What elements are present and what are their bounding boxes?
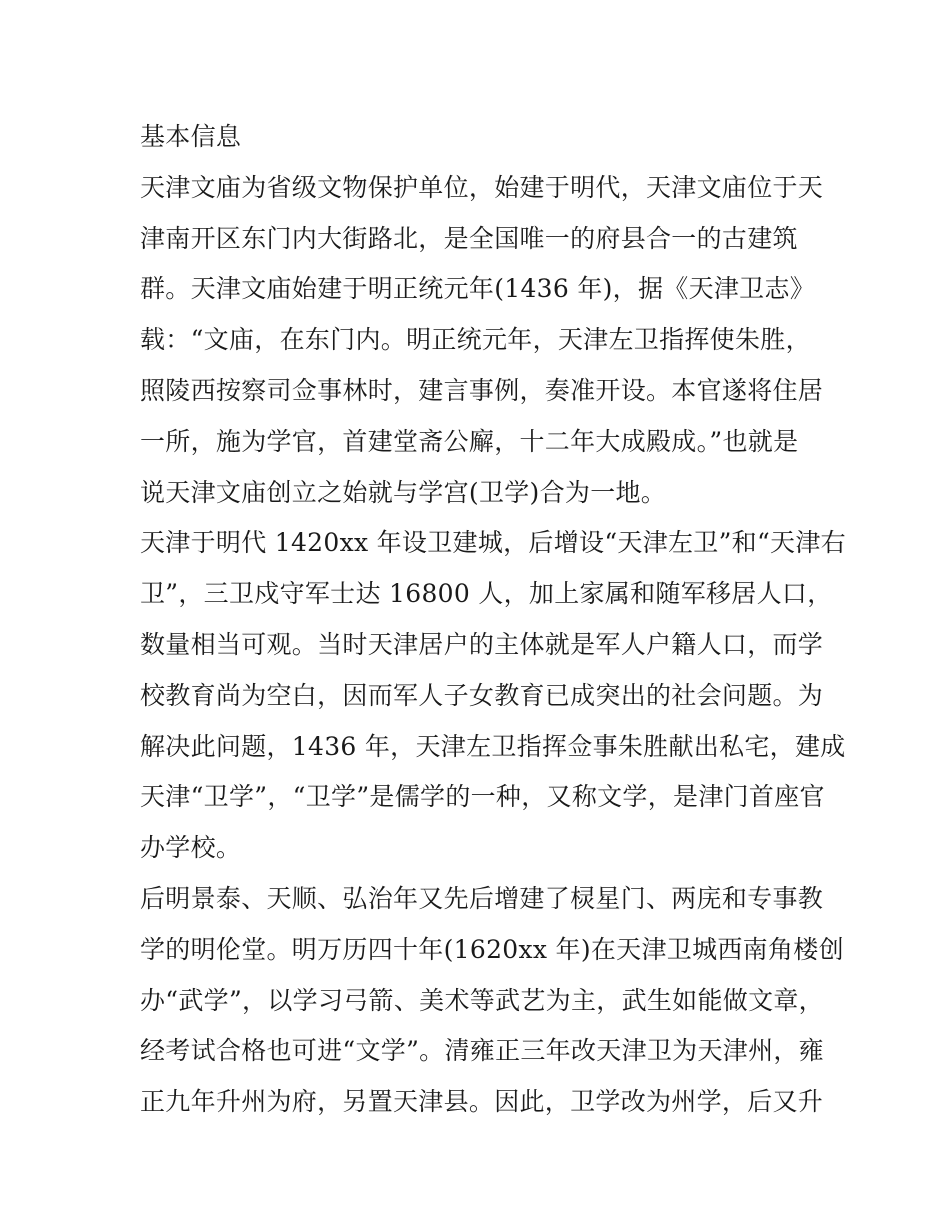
text-line: 正九年升州为府，另置天津县。因此，卫学改为州学，后又升 xyxy=(140,1087,824,1117)
text-line: 办学校。 xyxy=(140,833,242,863)
text-line: 天津于明代 1420xx 年设卫建城，后增设“天津左卫”和“天津右 xyxy=(140,528,846,558)
text-line: 数量相当可观。当时天津居户的主体就是军人户籍人口，而学 xyxy=(140,629,824,659)
text-line: 卫”，三卫戍守军士达 16800 人，加上家属和随军移居人口， xyxy=(140,579,833,609)
text-line: 学的明伦堂。明万历四十年(1620xx 年)在天津卫城西南角楼创 xyxy=(140,934,844,964)
text-line: 办“武学”，以学习弓箭、美术等武艺为主，武生如能做文章， xyxy=(140,985,824,1015)
text-line: 校教育尚为空白，因而军人子女教育已成突出的社会问题。为 xyxy=(140,680,824,710)
text-line: 一所，施为学官，首建堂斋公廨，十二年大成殿成。”也就是 xyxy=(140,426,799,456)
text-line: 说天津文庙创立之始就与学宫(卫学)合为一地。 xyxy=(140,477,667,507)
text-line: 津南开区东门内大街路北，是全国唯一的府县合一的古建筑 xyxy=(140,223,798,253)
text-line: 天津“卫学”，“卫学”是儒学的一种，又称文学，是津门首座官 xyxy=(140,782,825,812)
text-line: 解决此问题，1436 年，天津左卫指挥佥事朱胜献出私宅，建成 xyxy=(140,731,846,761)
text-line: 天津文庙为省级文物保护单位，始建于明代，天津文庙位于天 xyxy=(140,172,824,202)
text-line: 经考试合格也可进“文学”。清雍正三年改天津卫为天津州，雍 xyxy=(140,1036,824,1066)
text-line: 群。天津文庙始建于明正统元年(1436 年)，据《天津卫志》 xyxy=(140,274,816,304)
section-heading: 基本信息 xyxy=(140,122,242,151)
text-line: 后明景泰、天顺、弘治年又先后增建了棂星门、两庑和专事教 xyxy=(140,883,824,913)
text-line: 照陵西按察司佥事林时，建言事例，奏准开设。本官遂将住居 xyxy=(140,375,824,405)
document-body xyxy=(140,112,846,1128)
text-line: 载：“文庙，在东门内。明正统元年，天津左卫指挥使朱胜， xyxy=(140,325,811,355)
